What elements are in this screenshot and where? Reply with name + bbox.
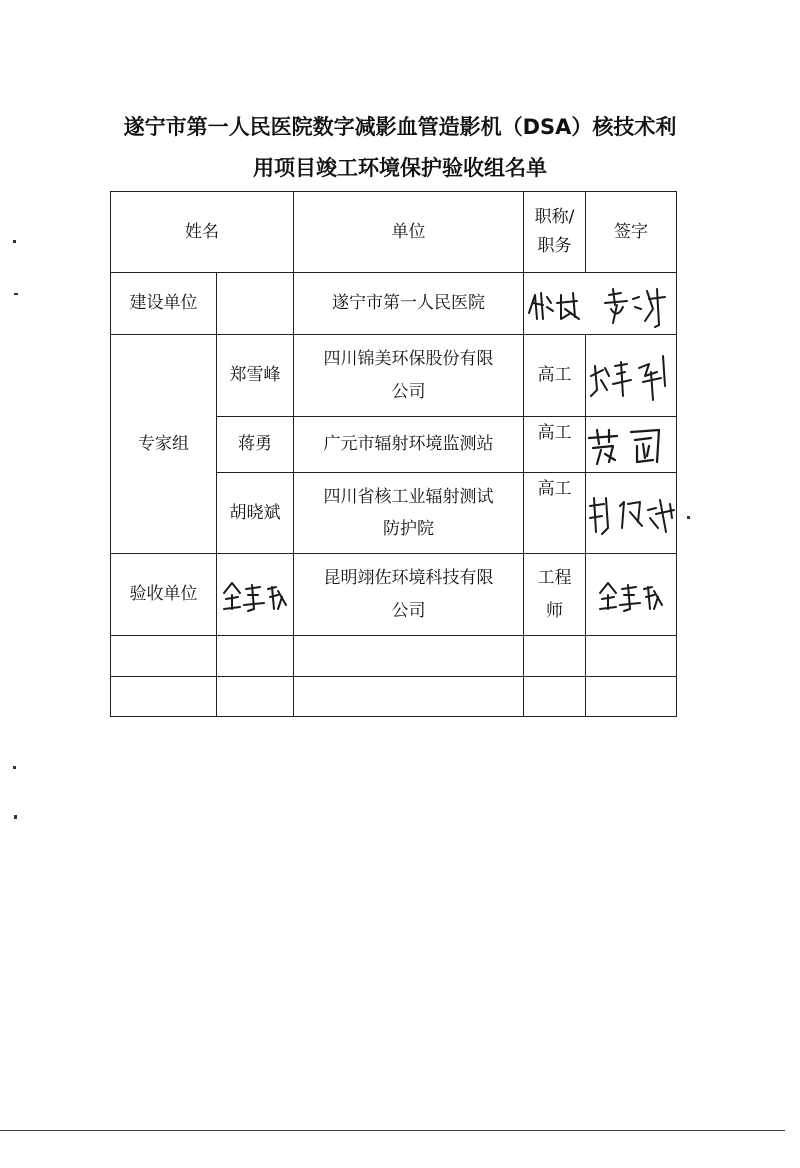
header-title-role-line2: 职务 <box>537 236 572 256</box>
empty-cell <box>111 677 217 717</box>
header-name: 姓名 <box>111 192 294 273</box>
empty-cell <box>217 677 294 717</box>
construction-unit: 遂宁市第一人民医院 <box>294 273 524 335</box>
expert-unit: 广元市辐射环境监测站 <box>294 417 524 473</box>
expert-name: 胡晓斌 <box>217 473 294 554</box>
empty-cell <box>586 636 677 677</box>
scan-mark <box>14 815 17 819</box>
expert-signature-cell <box>586 417 677 473</box>
expert-signature-cell <box>586 335 677 417</box>
empty-cell <box>586 677 677 717</box>
acceptance-title: 工程 师 <box>524 554 586 636</box>
handwritten-signature <box>220 575 290 615</box>
table-row <box>111 273 677 335</box>
expert-title: 高工 <box>524 473 586 554</box>
empty-cell <box>294 636 524 677</box>
handwritten-signature <box>596 575 666 615</box>
acceptance-group-table <box>110 191 677 717</box>
table-row-empty <box>111 677 677 717</box>
expert-unit: 四川省核工业辐射测试 防护院 <box>294 473 524 554</box>
handwritten-signature <box>525 279 675 329</box>
construction-signature-cell <box>524 273 677 335</box>
expert-name: 蒋勇 <box>217 417 294 473</box>
header-signature: 签字 <box>586 192 677 273</box>
expert-name: 郑雪峰 <box>217 335 294 417</box>
header-title-role <box>524 192 586 273</box>
acceptance-unit: 昆明翊佐环境科技有限 公司 <box>294 554 524 636</box>
expert-title: 高工 <box>524 417 586 473</box>
role-acceptance: 验收单位 <box>111 554 217 636</box>
header-title-role-line1: 职称/ <box>534 207 575 228</box>
scan-mark <box>13 766 16 769</box>
header-unit: 单位 <box>294 192 524 273</box>
scan-mark <box>687 516 690 519</box>
document-title-line-2: 用项目竣工环境保护验收组名单 <box>253 156 547 180</box>
scan-mark <box>14 293 18 295</box>
acceptance-person <box>217 554 294 636</box>
table-header-row <box>111 192 677 273</box>
bottom-rule <box>0 1130 785 1131</box>
construction-person <box>217 273 294 335</box>
empty-cell <box>524 677 586 717</box>
acceptance-signature-cell <box>586 554 677 636</box>
empty-cell <box>294 677 524 717</box>
role-construction: 建设单位 <box>111 273 217 335</box>
empty-cell <box>524 636 586 677</box>
expert-unit: 四川锦美环保股份有限 公司 <box>294 335 524 417</box>
role-expert-group: 专家组 <box>111 335 217 554</box>
expert-title: 高工 <box>524 335 586 417</box>
empty-cell <box>111 636 217 677</box>
handwritten-signature <box>586 488 676 538</box>
table-row-empty <box>111 636 677 677</box>
table-row <box>111 335 677 417</box>
empty-cell <box>217 636 294 677</box>
table-row <box>111 554 677 636</box>
expert-signature-cell <box>586 473 677 554</box>
scan-mark <box>13 240 16 243</box>
handwritten-signature <box>587 422 675 468</box>
handwritten-signature <box>587 346 675 406</box>
document-title-line-1: 遂宁市第一人民医院数字减影血管造影机（DSA）核技术利 <box>123 115 677 139</box>
